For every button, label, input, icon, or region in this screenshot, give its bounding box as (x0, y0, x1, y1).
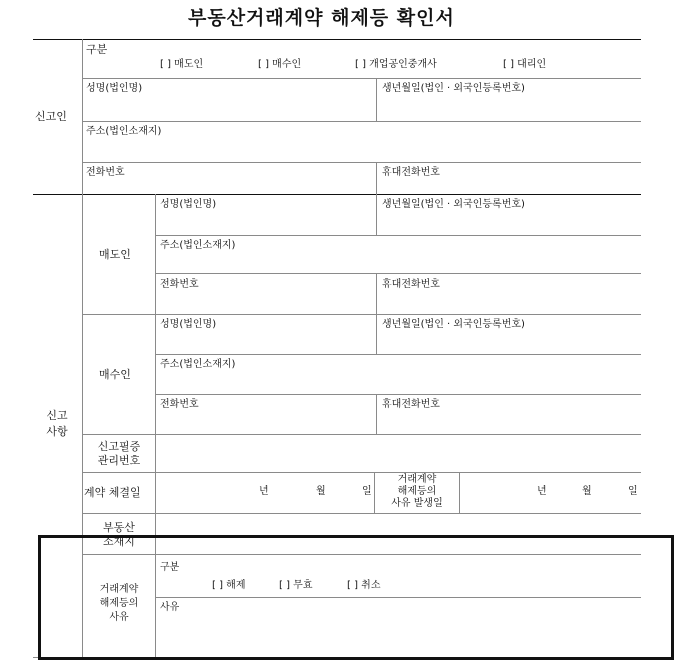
col-rule (374, 472, 375, 513)
reporter-category-label: 구분 (86, 43, 108, 56)
col-rule (376, 162, 377, 194)
buyer-phone-label: 전화번호 (160, 399, 199, 410)
cancel-year-label: 년 (537, 486, 547, 497)
report-label-line: 신고 (46, 409, 68, 422)
page-title: 부동산거래계약 해제등 확인서 (188, 7, 455, 29)
reason-label-line: 해제등의 (99, 598, 139, 609)
section-rule (33, 194, 641, 195)
seller-name-label: 성명(법인명) (160, 199, 217, 210)
rule (82, 472, 641, 473)
cancel-day-label: 일 (628, 486, 638, 497)
report-label-line: 사항 (46, 425, 68, 438)
contract-date-label: 계약 체결일 (84, 486, 141, 499)
report-section-label (36, 408, 78, 440)
buyer-mobile-label: 휴대전화번호 (382, 399, 440, 410)
col-rule (459, 472, 460, 513)
reporter-name-label: 성명(법인명) (86, 83, 143, 94)
reporter-birth-label: 생년월일(법인 · 외국인등록번호) (382, 83, 525, 94)
rule (82, 121, 641, 122)
property-location-label (84, 521, 154, 549)
cancel-date-line: 거래계약 (397, 474, 437, 485)
reason-section-label (84, 583, 154, 625)
option-buyer-checkbox[interactable]: [ ] 매수인 (258, 59, 302, 70)
col-rule (376, 314, 377, 354)
reason-cancel-checkbox[interactable]: [ ] 해제 (212, 580, 246, 591)
rule (155, 273, 641, 274)
rule (82, 314, 641, 315)
col-rule (376, 394, 377, 434)
reason-rescind-checkbox[interactable]: [ ] 취소 (347, 580, 381, 591)
option-seller-checkbox[interactable]: [ ] 매도인 (160, 59, 204, 70)
col-rule (376, 194, 377, 235)
buyer-label: 매수인 (99, 368, 131, 381)
reason-label-line: 거래계약 (99, 584, 139, 595)
cancel-date-line: 해제등의 (397, 486, 437, 497)
reporter-address-label: 주소(법인소재지) (86, 126, 162, 137)
property-label-line: 소재지 (103, 535, 135, 548)
buyer-address-label: 주소(법인소재지) (160, 359, 236, 370)
seller-label: 매도인 (99, 248, 131, 261)
buyer-name-label: 성명(법인명) (160, 319, 217, 330)
reporter-mobile-label: 휴대전화번호 (382, 167, 440, 178)
cancel-date-label (377, 474, 457, 510)
mgmt-label-line: 관리번호 (97, 454, 141, 467)
option-proxy-checkbox[interactable]: [ ] 대리인 (503, 59, 547, 70)
rule (155, 235, 641, 236)
seller-birth-label: 생년월일(법인 · 외국인등록번호) (382, 199, 525, 210)
rule (82, 513, 641, 514)
seller-phone-label: 전화번호 (160, 279, 199, 290)
seller-address-label: 주소(법인소재지) (160, 240, 236, 251)
rule (155, 354, 641, 355)
contract-month-label: 월 (316, 486, 326, 497)
cancel-date-line: 사유 발생일 (391, 498, 443, 509)
rule (82, 162, 641, 163)
mgmt-number-label (84, 440, 154, 468)
reason-category-label: 구분 (160, 562, 180, 573)
rule (155, 394, 641, 395)
rule (82, 78, 641, 79)
cancel-month-label: 월 (582, 486, 592, 497)
seller-mobile-label: 휴대전화번호 (382, 279, 440, 290)
contract-year-label: 년 (259, 486, 269, 497)
property-label-line: 부동산 (103, 521, 135, 534)
reporter-label: 신고인 (35, 110, 67, 123)
reason-void-checkbox[interactable]: [ ] 무효 (279, 580, 313, 591)
reason-label-line: 사유 (109, 612, 129, 623)
mgmt-label-line: 신고필증 (97, 440, 141, 453)
top-rule (33, 39, 641, 40)
reporter-phone-label: 전화번호 (86, 167, 125, 178)
col-rule (376, 78, 377, 121)
rule (82, 434, 641, 435)
col-rule (376, 273, 377, 314)
buyer-birth-label: 생년월일(법인 · 외국인등록번호) (382, 319, 525, 330)
reason-label: 사유 (160, 602, 180, 613)
contract-day-label: 일 (362, 486, 372, 497)
option-agent-checkbox[interactable]: [ ] 개업공인중개사 (355, 59, 437, 70)
